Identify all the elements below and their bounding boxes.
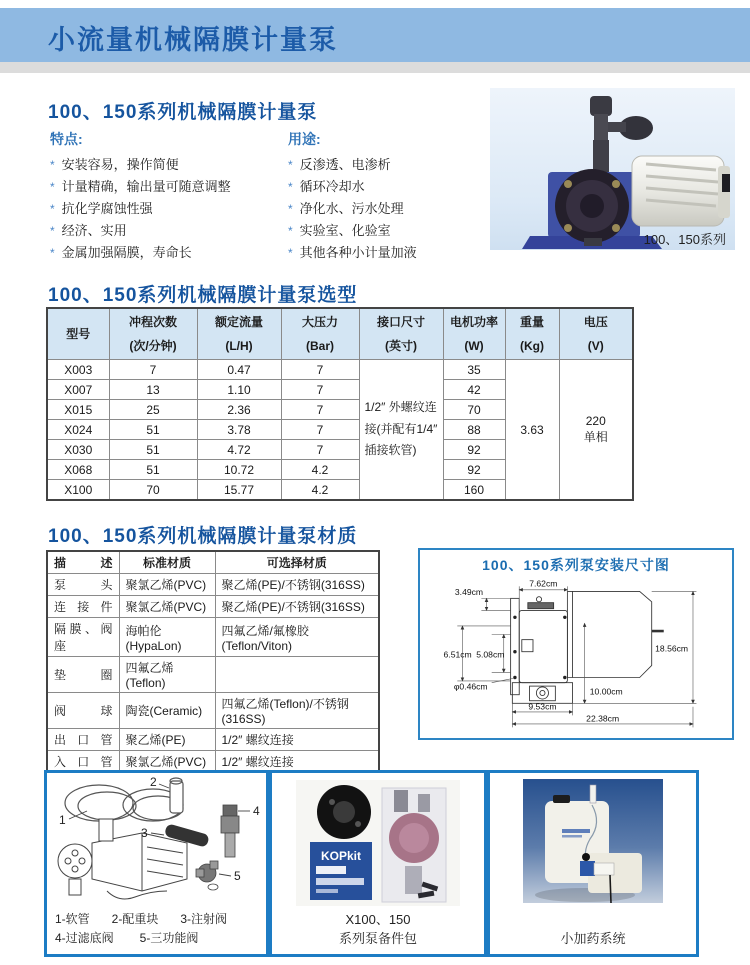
cell-part: 连 接 件 xyxy=(47,596,119,618)
cell-power: 35 xyxy=(443,360,505,380)
dim-label: 10.00cm xyxy=(589,686,623,697)
callout-number: 4 xyxy=(253,804,260,818)
feature-text: 金属加强隔膜，寿命长 xyxy=(61,245,192,260)
uses-heading: 用途: xyxy=(288,131,321,147)
cell-part: 入 口 管 xyxy=(47,751,119,773)
bottom-fitting xyxy=(584,238,602,246)
cell-model: X068 xyxy=(47,460,109,480)
cell-standard: 陶瓷(Ceramic) xyxy=(119,693,215,729)
cell-strokes: 13 xyxy=(109,380,197,400)
cell-model: X100 xyxy=(47,480,109,501)
callout-number: 2 xyxy=(150,775,157,789)
cell-standard: 聚乙烯(PE) xyxy=(119,729,215,751)
cell-model: X007 xyxy=(47,380,109,400)
cell-part: 隔膜、阀座 xyxy=(47,618,119,657)
cell-flow: 1.10 xyxy=(197,380,281,400)
use-text: 净化水、污水处理 xyxy=(299,201,404,216)
list-item xyxy=(50,198,285,220)
header-divider xyxy=(0,62,750,73)
valve-knob xyxy=(582,853,590,861)
cell-flow: 15.77 xyxy=(197,480,281,501)
cell-strokes: 70 xyxy=(109,480,197,501)
legend-item: 3-注射阀 xyxy=(180,912,228,926)
legend-item: 1-软管 xyxy=(55,912,90,926)
brand-mark xyxy=(562,829,590,833)
cell-weight: 3.63 xyxy=(505,360,559,501)
cell-standard: 聚氯乙烯(PVC) xyxy=(119,596,215,618)
legend-row xyxy=(55,910,260,929)
cell-optional: 1/2″ 螺纹连接 xyxy=(215,729,379,751)
features-list xyxy=(50,129,285,264)
col-power: 电机功率 (W) xyxy=(443,308,505,360)
col-optional: 可选择材质 xyxy=(215,551,379,574)
table-row xyxy=(47,729,379,751)
spare-kit-photo xyxy=(272,776,484,909)
use-text: 循环冷却水 xyxy=(299,179,365,194)
top-tube xyxy=(594,114,608,142)
list-item xyxy=(288,220,488,242)
table-row xyxy=(47,657,379,693)
dimension-diagram-box xyxy=(418,548,734,740)
cell-pressure: 7 xyxy=(281,380,359,400)
asterisk-bullet-icon: * xyxy=(50,202,55,216)
cell-power: 160 xyxy=(443,480,505,501)
table-row xyxy=(47,574,379,596)
col-pressure: 大压力 (Bar) xyxy=(281,308,359,360)
legend-item: 5-三功能阀 xyxy=(139,931,199,945)
dim-label: 22.38cm xyxy=(586,713,620,724)
legend-item: 4-过滤底阀 xyxy=(55,931,114,945)
cell-pressure: 7 xyxy=(281,360,359,380)
cell-strokes: 51 xyxy=(109,420,197,440)
list-item xyxy=(288,242,488,264)
kit-brand-label: KOPkit xyxy=(320,849,362,863)
dim-label: 7.62cm xyxy=(529,578,558,589)
col-model: 型号 xyxy=(47,308,109,360)
cell-optional: 1/2″ 螺纹连接 xyxy=(215,751,379,773)
panel-caption xyxy=(490,929,696,948)
cell-power: 70 xyxy=(443,400,505,420)
asterisk-bullet-icon: * xyxy=(288,158,293,172)
photo-caption: 100、150系列 xyxy=(643,232,726,247)
cell-flow: 2.36 xyxy=(197,400,281,420)
asterisk-bullet-icon: * xyxy=(50,224,55,238)
list-item xyxy=(50,154,285,176)
table-row xyxy=(47,693,379,729)
dim-label: 9.53cm xyxy=(528,701,557,712)
cell-model: X024 xyxy=(47,420,109,440)
list-item xyxy=(288,176,488,198)
cell-flow: 0.47 xyxy=(197,360,281,380)
col-voltage: 电压 (V) xyxy=(559,308,633,360)
cell-pressure: 4.2 xyxy=(281,480,359,501)
accessories-drawing xyxy=(47,773,266,908)
cell-optional: 四氟乙烯(Teflon)/不锈钢(316SS) xyxy=(215,693,379,729)
series-title: 100、150系列机械隔膜计量泵 xyxy=(48,102,318,123)
cell-optional xyxy=(215,657,379,693)
table-row xyxy=(47,618,379,657)
col-weight: 重量 (Kg) xyxy=(505,308,559,360)
cell-power: 92 xyxy=(443,460,505,480)
uses-list xyxy=(288,129,488,264)
dosing-system-photo xyxy=(490,777,696,907)
dim-label: φ0.46cm xyxy=(453,681,488,692)
cell-power: 42 xyxy=(443,380,505,400)
cell-part: 出 口 管 xyxy=(47,729,119,751)
cell-pressure: 4.2 xyxy=(281,460,359,480)
pump-photo-illustration xyxy=(490,88,735,250)
callout-number: 3 xyxy=(141,826,148,840)
cell-power: 92 xyxy=(443,440,505,460)
page-title: 小流量机械隔膜计量泵 xyxy=(48,25,338,55)
accessories-panel xyxy=(44,770,269,957)
legend-item: 2-配重块 xyxy=(111,912,159,926)
fitting xyxy=(394,790,408,812)
fitting xyxy=(418,794,430,812)
motor-switch xyxy=(722,174,730,192)
caption-line: X100、150 xyxy=(345,912,411,927)
asterisk-bullet-icon: * xyxy=(288,202,293,216)
feature-text: 计量精确，输出量可随意调整 xyxy=(61,179,231,194)
mini-pump-head xyxy=(594,863,614,875)
list-item xyxy=(50,176,285,198)
cell-standard: 海帕伦(HypaLon) xyxy=(119,618,215,657)
use-text: 其他各种小计量加液 xyxy=(299,245,417,260)
cell-voltage: 220 单相 xyxy=(559,360,633,501)
cell-standard: 聚氯乙烯(PVC) xyxy=(119,574,215,596)
dim-label: 5.08cm xyxy=(476,649,505,660)
product-photo xyxy=(490,88,735,250)
dosing-system-panel xyxy=(487,770,699,957)
list-item xyxy=(288,198,488,220)
pump-body-outline xyxy=(519,610,567,682)
materials-title: 100、150系列机械隔膜计量泵材质 xyxy=(48,526,358,547)
cell-power: 88 xyxy=(443,420,505,440)
selection-title: 100、150系列机械隔膜计量泵选型 xyxy=(48,285,358,306)
features-heading: 特点: xyxy=(50,131,83,147)
feature-text: 抗化学腐蚀性强 xyxy=(61,201,153,216)
dimension-diagram xyxy=(420,576,732,736)
cell-flow: 10.72 xyxy=(197,460,281,480)
feature-text: 经济、实用 xyxy=(61,223,127,238)
diagram-title: 100、150系列泵安装尺寸图 xyxy=(482,557,670,573)
asterisk-bullet-icon: * xyxy=(50,180,55,194)
cell-flow: 4.72 xyxy=(197,440,281,460)
level-tube xyxy=(590,785,596,803)
col-part: 描 述 xyxy=(47,551,119,574)
tank-cap xyxy=(553,795,570,803)
dim-label: 18.56cm xyxy=(655,643,689,654)
use-text: 实验室、化验室 xyxy=(299,223,391,238)
cell-part: 阀 球 xyxy=(47,693,119,729)
use-text: 反渗透、电渗析 xyxy=(299,157,391,172)
asterisk-bullet-icon: * xyxy=(288,246,293,260)
list-item xyxy=(288,154,488,176)
materials-table xyxy=(46,550,380,796)
motor-outline xyxy=(567,591,651,677)
list-item xyxy=(50,242,285,264)
panel-caption xyxy=(272,910,484,948)
cell-pressure: 7 xyxy=(281,420,359,440)
list-item xyxy=(50,220,285,242)
cell-model: X030 xyxy=(47,440,109,460)
asterisk-bullet-icon: * xyxy=(288,180,293,194)
table-header-row xyxy=(47,551,379,574)
cell-standard: 聚氯乙烯(PVC) xyxy=(119,751,215,773)
cell-optional: 聚乙烯(PE)/不锈钢(316SS) xyxy=(215,596,379,618)
cell-optional: 聚乙烯(PE)/不锈钢(316SS) xyxy=(215,574,379,596)
table-header-row xyxy=(47,308,633,360)
cell-standard: 四氟乙烯(Teflon) xyxy=(119,657,215,693)
cell-strokes: 25 xyxy=(109,400,197,420)
selection-table xyxy=(46,307,634,501)
suction-line xyxy=(610,875,611,903)
col-strokes: 冲程次数 (次/分钟) xyxy=(109,308,197,360)
mini-pump-body xyxy=(580,861,595,876)
cell-pressure: 7 xyxy=(281,440,359,460)
asterisk-bullet-icon: * xyxy=(50,246,55,260)
caption-line: 小加药系统 xyxy=(560,931,626,946)
dim-label: 3.49cm xyxy=(454,586,484,597)
cell-model: X015 xyxy=(47,400,109,420)
callout-number: 1 xyxy=(59,813,66,827)
cell-strokes: 51 xyxy=(109,440,197,460)
cell-optional: 四氟乙烯/氟橡胶(Teflon/Viton) xyxy=(215,618,379,657)
cell-interface-note: 1/2″ 外螺纹连接(并配有1/4″ 插接软管) xyxy=(359,360,443,501)
callout-number: 5 xyxy=(234,869,241,883)
cell-model: X003 xyxy=(47,360,109,380)
feature-text: 安装容易，操作简便 xyxy=(61,157,179,172)
cell-flow: 3.78 xyxy=(197,420,281,440)
col-flow: 额定流量 (L/H) xyxy=(197,308,281,360)
valve-arm xyxy=(608,122,626,132)
col-interface: 接口尺寸 (英寸) xyxy=(359,308,443,360)
asterisk-bullet-icon: * xyxy=(50,158,55,172)
accessories-legend xyxy=(55,910,260,948)
asterisk-bullet-icon: * xyxy=(288,224,293,238)
caption-line: 系列泵备件包 xyxy=(338,931,417,946)
cell-part: 泵 头 xyxy=(47,574,119,596)
table-row xyxy=(47,360,633,380)
spare-kit-panel xyxy=(269,770,487,957)
cell-strokes: 51 xyxy=(109,460,197,480)
header-band xyxy=(0,8,750,62)
cell-pressure: 7 xyxy=(281,400,359,420)
dim-label: 6.51cm xyxy=(443,649,472,660)
cell-strokes: 7 xyxy=(109,360,197,380)
top-fitting xyxy=(590,96,612,116)
mounting-plate xyxy=(511,598,520,694)
legend-row xyxy=(55,929,260,948)
col-standard: 标准材质 xyxy=(119,551,215,574)
valve-column xyxy=(405,866,422,894)
cell-part: 垫 圈 xyxy=(47,657,119,693)
table-row xyxy=(47,596,379,618)
